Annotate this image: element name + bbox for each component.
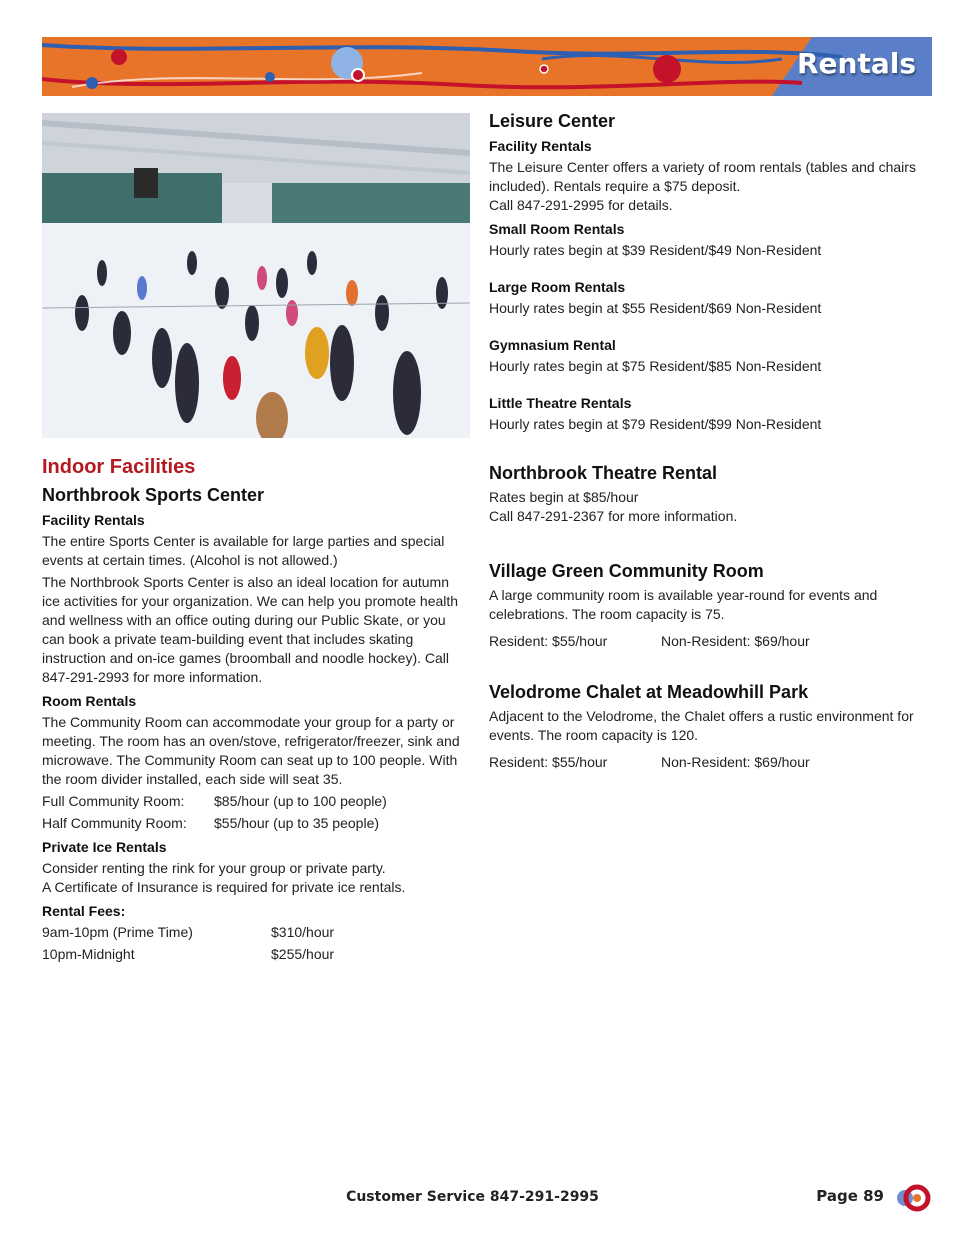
leisure-call: Call 847-291-2995 for details. (489, 197, 673, 213)
village-green-heading: Village Green Community Room (489, 561, 764, 581)
left-column (42, 456, 470, 967)
velodrome-paragraph: Adjacent to the Velodrome, the Chalet offers a rustic environment for events. The room capacity is 120. (489, 708, 914, 743)
gymnasium-rate: Hourly rates begin at $75 Resident/$85 Non-Resident (489, 358, 822, 374)
gymnasium-heading: Gymnasium Rental (489, 337, 616, 353)
large-room-heading: Large Room Rentals (489, 279, 626, 295)
private-ice-heading: Private Ice Rentals (42, 839, 167, 855)
fee-value: $310/hour (271, 924, 335, 940)
small-room-rate: Hourly rates begin at $39 Resident/$49 Non-Resident (489, 242, 822, 258)
rate-label: Half Community Room: (42, 815, 187, 831)
facility-rentals-heading: Facility Rentals (42, 512, 145, 528)
right-column (489, 111, 919, 775)
rate-row (42, 814, 470, 833)
fee-label: 9am-10pm (Prime Time) (42, 924, 193, 940)
brand-logo-icon (893, 1183, 933, 1213)
ice-paragraph-1: Consider renting the rink for your group or private party. (42, 860, 386, 876)
venue-heading: Northbrook Sports Center (42, 485, 265, 505)
northbrook-theatre-heading: Northbrook Theatre Rental (489, 463, 718, 483)
page-title: Rentals (796, 47, 916, 80)
rental-fees-heading: Rental Fees: (42, 903, 126, 919)
small-room-heading: Small Room Rentals (489, 221, 625, 237)
room-rentals-heading: Room Rentals (42, 693, 137, 709)
northbrook-theatre-call: Call 847-291-2367 for more information. (489, 508, 738, 524)
facility-paragraph-1: The entire Sports Center is available for large parties and special events at certain times. (Alcohol is not allowed.) (42, 533, 445, 568)
velodrome-rates (489, 753, 919, 772)
rate-value: $55/hour (up to 35 people) (214, 815, 380, 831)
village-green-paragraph: A large community room is available year-round for events and celebrations. The room capacity is 75. (489, 587, 878, 622)
little-theatre-heading: Little Theatre Rentals (489, 395, 632, 411)
leisure-center-heading: Leisure Center (489, 111, 616, 131)
room-paragraph: The Community Room can accommodate your group for a party or meeting. The room has an oven/stove, refrigerator/freezer, sink and microwave. The Community Room can seat up to 100 people. With the room divider installed, each side will seat 35. (42, 714, 460, 787)
rate-value: $85/hour (up to 100 people) (214, 793, 387, 809)
resident-rate: Resident: $55/hour (489, 633, 608, 649)
header-banner (42, 37, 932, 96)
customer-service-footer: Customer Service 847-291-2995 (346, 1189, 599, 1205)
little-theatre-rate: Hourly rates begin at $79 Resident/$99 Non-Resident (489, 416, 822, 432)
fee-row (42, 945, 470, 964)
fee-row (42, 923, 470, 942)
section-heading: Indoor Facilities (42, 456, 196, 478)
rate-row (42, 792, 470, 811)
resident-rate: Resident: $55/hour (489, 754, 608, 770)
non-resident-rate: Non-Resident: $69/hour (661, 633, 810, 649)
northbrook-theatre-rate: Rates begin at $85/hour (489, 489, 639, 505)
ice-rink-photo (42, 113, 470, 438)
rate-label: Full Community Room: (42, 793, 185, 809)
velodrome-chalet-heading: Velodrome Chalet at Meadowhill Park (489, 682, 809, 702)
non-resident-rate: Non-Resident: $69/hour (661, 754, 810, 770)
fee-value: $255/hour (271, 946, 335, 962)
fee-label: 10pm-Midnight (42, 946, 135, 962)
facility-paragraph-2: The Northbrook Sports Center is also an ideal location for autumn ice activities for your organization. We can help you promote health and wellness with an office outing during our Public Skate, or you can book a private team-building event that includes skating instruction and on-ice games (broomball and noodle hockey). Call 847-291-2993 for more information. (42, 574, 459, 685)
large-room-rate: Hourly rates begin at $55 Resident/$69 Non-Resident (489, 300, 822, 316)
page-number: Page 89 (816, 1187, 884, 1205)
leisure-facility-heading: Facility Rentals (489, 138, 592, 154)
leisure-paragraph: The Leisure Center offers a variety of room rentals (tables and chairs included). Rentals require a $75 deposit. (489, 159, 916, 194)
village-green-rates (489, 632, 919, 651)
ice-paragraph-2: A Certificate of Insurance is required for private ice rentals. (42, 879, 406, 895)
